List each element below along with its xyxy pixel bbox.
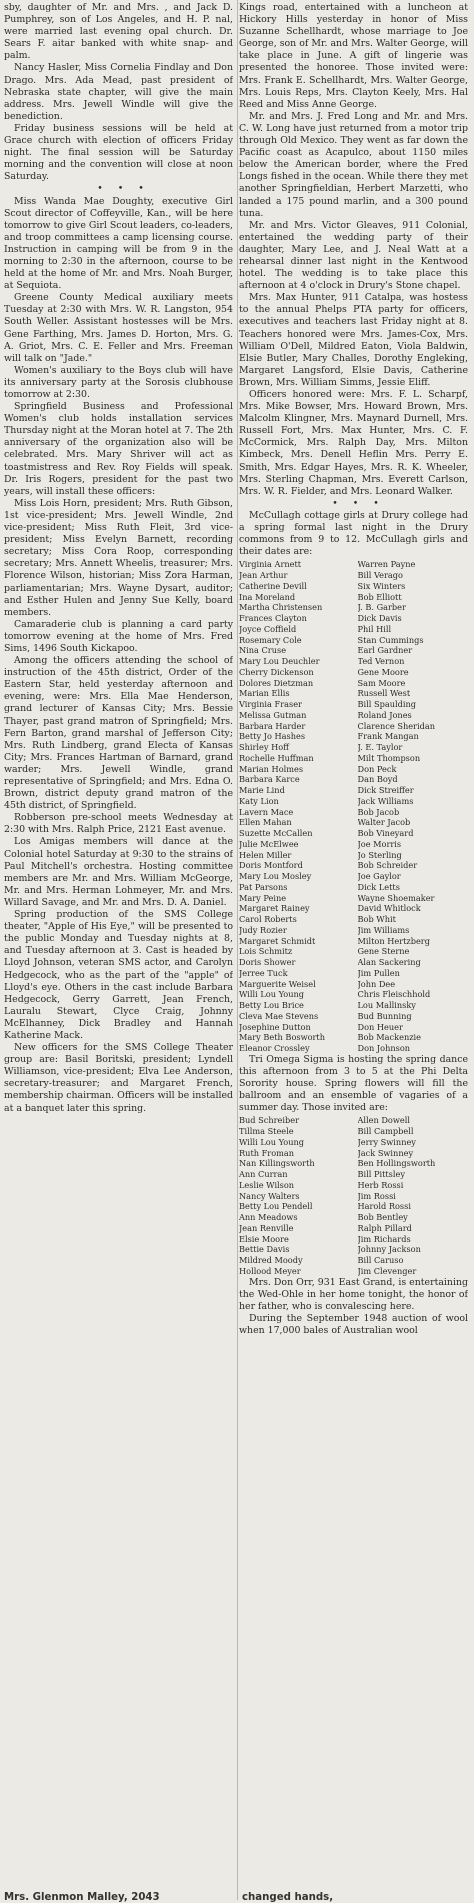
- guest-name: Willi Lou Young: [239, 1136, 304, 1147]
- article-paragraph: Kings road, entertained with a luncheon at Hickory Hills yesterday in honor of Miss Suzanne Schellhardt, whose marriage to Joe George, son of Mr. and Mrs. Walter George, will take place in June. A gift of lingerie was presented the honoree. Those invited were: Mrs. Frank E. Schellhardt, Mrs. Walter George, Mrs. Louis Reps, Mrs. Clayton Keely, Mrs. Hal Reed and Miss Anne George.: [239, 2, 468, 110]
- guest-name: Jim Rossi: [357, 1190, 396, 1201]
- guest-name: Martha Christensen: [239, 602, 323, 613]
- guest-name: Mary Peine: [239, 892, 287, 903]
- guest-name: Virginia Fraser: [239, 699, 302, 710]
- guest-name: Cleva Mae Stevens: [239, 1010, 319, 1021]
- guest-name: Bill Caruso: [357, 1255, 404, 1266]
- guest-name: Stan Cummings: [357, 634, 424, 645]
- guest-name: Lois Schmitz: [239, 946, 293, 957]
- guest-name: Bud Schreiber: [239, 1115, 299, 1126]
- guest-name: Jim Pullen: [357, 967, 400, 978]
- guest-name: Milt Thompson: [357, 752, 421, 763]
- guest-name: Bob Whit: [357, 914, 396, 925]
- guest-name: Gene Sterne: [357, 946, 410, 957]
- guest-name: Tillma Steele: [239, 1126, 294, 1137]
- guest-name: Nina Cruse: [239, 645, 287, 656]
- guest-name: Ann Curran: [239, 1169, 288, 1180]
- guest-name: Katy Lion: [239, 795, 279, 806]
- guest-name: Lavern Mace: [239, 806, 294, 817]
- guest-name: Doris Shower: [239, 957, 296, 968]
- article-paragraph: Among the officers attending the school of instruction of the 45th district, Order of the Eastern Star, held yesterday afternoon and evening, were: Mrs. Ella Mae Henderson, grand lecturer of Kansas City; Mrs. Bessie Thayer, past grand matron of Springfield; Mrs. Fern Barton, grand marshal of Jefferson City; Mrs. Ruth Lindberg, grand Electa of Kansas City; Mrs. Frances Hartman of Barnard, grand warder; Mrs. Jewell Windle, grand representative of Springfield; and Mrs. Edna O. Brown, district deputy grand matron of the 45th district, of Springfield.: [4, 655, 233, 812]
- article-paragraph: Robberson pre-school meets Wednesday at 2:30 with Mrs. Ralph Price, 2121 East avenue.: [4, 812, 233, 836]
- guest-name: Willi Lou Young: [239, 989, 304, 1000]
- guest-name: Leslie Wilson: [239, 1179, 295, 1190]
- guest-name: Betty Lou Brice: [239, 1000, 304, 1011]
- guest-name: Herb Rossi: [357, 1179, 404, 1190]
- guest-name: Jo Sterling: [357, 849, 402, 860]
- article-paragraph: Spring production of the SMS College theater, "Apple of His Eye," will be presented to the public Monday and Tuesday nights at 8, and Tuesday afternoon at 3. Cast is headed by Lloyd Johnson, veteran SMS actor, and Carolyn Hedgecock, who as the part of the "apple" of Lloyd's eye. Others in the cast include Barbara Hedgecock, Gerry Garrett, Jean French, Lauralu Stewart, Clyce Craig, Johnny McElhanney, Dick Bradley and Hannah Katherine Mack.: [4, 909, 233, 1041]
- guest-name: Allen Dowell: [357, 1115, 410, 1126]
- guest-name: Ann Meadows: [239, 1212, 298, 1223]
- guest-name: Bill Spaulding: [357, 699, 416, 710]
- guest-name: Doris Montford: [239, 860, 303, 871]
- guest-name: Lou Mallinsky: [357, 1000, 416, 1011]
- guest-name: Josephine Dutton: [239, 1021, 311, 1032]
- guest-name: Jean Renville: [239, 1222, 294, 1233]
- right-column: [239, 2, 468, 1900]
- guest-name: Chris Fleischhold: [357, 989, 431, 1000]
- footer-left-text: Mrs. Glenmon Malley, 2043: [4, 1892, 160, 1903]
- guest-name: Milton Hertzberg: [357, 935, 430, 946]
- guest-name: Bill Verago: [357, 570, 403, 581]
- guest-name: Don Heuer: [357, 1021, 403, 1032]
- section-separator: • • •: [97, 183, 150, 195]
- guest-name: Jack Williams: [357, 795, 414, 806]
- footer-right-text: changed hands,: [242, 1892, 334, 1903]
- guest-name: Hollood Meyer: [239, 1265, 301, 1276]
- guest-name: Barbara Harder: [239, 720, 306, 731]
- guest-name: Dick Letts: [357, 881, 400, 892]
- guest-name: Joe Morris: [357, 838, 402, 849]
- article-paragraph: Miss Wanda Mae Doughty, executive Girl Scout director of Coffeyville, Kan., will be here tomorrow to give Girl Scout leaders, co-leaders, and troop committees a camp licensing course. Instruction in camping will be from 9 in the morning to 2:30 in the afternoon, course to be held at the home of Mr. and Mrs. Noah Burger, at Sequiota.: [4, 195, 233, 292]
- guest-name: Don Johnson: [357, 1043, 411, 1054]
- guest-name: Rosemary Cole: [239, 634, 302, 645]
- article-paragraph: New officers for the SMS College Theater group are: Basil Boritski, president; Lyndell Williamson, vice-president; Elva Lee Anderson, secretary-treasurer; and Margaret French, membership chairman. Officers will be installed at a banquet later this spring.: [4, 1042, 233, 1114]
- column-divider: [237, 0, 238, 1900]
- guest-name: Ellen Mahan: [239, 817, 292, 828]
- article-paragraph: Tri Omega Sigma is hosting the spring dance this afternoon from 3 to 5 at the Phi Delta Sorority house. Spring flowers will fill the ballroom and an ensemble of vagaries of a summer day. Those invited are:: [239, 1053, 468, 1114]
- guest-name: Elsie Moore: [239, 1233, 289, 1244]
- guest-name: Wayne Shoemaker: [357, 892, 435, 903]
- guest-name: Margaret Rainey: [239, 903, 310, 914]
- article-paragraph: Mrs. Max Hunter, 911 Catalpa, was hostess to the annual Phelps PTA party for officers, executives and teachers last Friday night at 8. Teachers honored were Mrs. James-Cox, Mrs. William O'Dell, Mildred Eaton, Viola Baldwin, Elsie Butler, Mary Challes, Dorothy Engleking, Margaret Langsford, Elsie Davis, Catherine Brown, Mrs. William Simms, Jessie Eliff.: [239, 292, 468, 388]
- guest-name: Nan Killingsworth: [239, 1158, 315, 1169]
- guest-name: Frank Mangan: [357, 731, 419, 742]
- guest-name: Rochelle Huffman: [239, 752, 314, 763]
- guest-name: Nancy Walters: [239, 1190, 300, 1201]
- guest-name: Bill Campbell: [357, 1126, 414, 1137]
- guest-name: Harold Rossi: [357, 1201, 411, 1212]
- guest-name: David Whitlock: [357, 903, 421, 914]
- guest-name: Don Peck: [357, 763, 397, 774]
- section-separator: • • •: [332, 497, 385, 509]
- guest-name: Johnny Jackson: [357, 1244, 421, 1255]
- guest-name: Jack Swinney: [357, 1147, 414, 1158]
- guest-name: Marguerite Weisel: [239, 978, 316, 989]
- guest-name: Pat Parsons: [239, 881, 288, 892]
- guest-name: Marian Holmes: [239, 763, 304, 774]
- guest-name: Clarence Sheridan: [357, 720, 435, 731]
- guest-name: Virginia Arnett: [239, 559, 302, 570]
- article-paragraph: Officers honored were: Mrs. F. L. Scharpf, Mrs. Mike Bowser, Mrs. Howard Brown, Mrs. Malcolm Klingner, Mrs. Maynard Durnell, Mrs. Russell Fort, Mrs. Max Hunter, Mrs. C. F. McCormick, Mrs. Ralph Day, Mrs. Milton Kimbeck, Mrs. Denell Heflin Mrs. Perry E. Smith, Mrs. Edgar Hayes, Mrs. R. K. Wheeler, Mrs. Sterling Chapman, Mrs. Everett Carlson, Mrs. W. R. Fielder, and Mrs. Leonard Walker.: [239, 389, 468, 497]
- guest-name: Walter Jacob: [357, 817, 411, 828]
- guest-name: Jim Williams: [357, 924, 410, 935]
- guest-name: Frances Clayton: [239, 613, 307, 624]
- guest-name: Roland Jones: [357, 709, 412, 720]
- article-paragraph: Miss Lois Horn, president; Mrs. Ruth Gibson, 1st vice-president; Mrs. Jewell Windle, 2nd vice-president; Miss Ruth Fleit, 3rd vice-president; Miss Evelyn Barnett, recording secretary; Miss Cora Roop, corresponding secretary; Mrs. Annett Wheelis, treasurer; Mrs. Florence Wilson, historian; Miss Zora Harman, parliamentarian; Mrs. Wayne Dysart, auditor; and Esther Hulen and Jenny Sue Kelly, board members.: [4, 497, 233, 618]
- guest-name: Ralph Pillard: [357, 1222, 412, 1233]
- guest-name: Gene Moore: [357, 666, 409, 677]
- left-column: [4, 2, 233, 1900]
- guest-name: Jerree Tuck: [239, 967, 288, 978]
- article-paragraph: During the September 1948 auction of wool when 17,000 bales of Australian wool: [239, 1312, 468, 1336]
- guest-name: Marian Ellis: [239, 688, 290, 699]
- article-paragraph: Women's auxiliary to the Boys club will have its anniversary party at the Sorosis clubhouse tomorrow at 2:30.: [4, 364, 233, 400]
- guest-name: Bettie Davis: [239, 1244, 290, 1255]
- article-paragraph: Nancy Hasler, Miss Cornelia Findlay and Don Drago. Mrs. Ada Mead, past president of Nebraska state chapter, will give the main address. Mrs. Jewell Windle will give the benediction.: [4, 62, 233, 122]
- article-paragraph: Springfield Business and Professional Women's club holds installation services Thursday night at the Moran hotel at 7. The 2th anniversary of the organization also will be celebrated. Mrs. Mary Shriver will act as toastmistress and Rev. Roy Fields will speak. Dr. Iris Rogers, president for the past two years, will install these officers:: [4, 401, 233, 497]
- guest-name: Jean Arthur: [239, 570, 288, 581]
- guest-name: Ben Hollingsworth: [357, 1158, 436, 1169]
- guest-name: Margaret Schmidt: [239, 935, 316, 946]
- guest-name: Bob Schreider: [357, 860, 418, 871]
- guest-name: Six Winters: [357, 580, 406, 591]
- article-paragraph: McCullagh cottage girls at Drury college had a spring formal last night in the Drury commons from 9 to 12. McCullagh girls and their dates are:: [239, 509, 468, 558]
- article-paragraph: Mr. and Mrs. J. Fred Long and Mr. and Mrs. C. W. Long have just returned from a motor trip through Old Mexico. They went as far down the Pacific coast as Acapulco, about 1150 miles below the American border, where the Fred Longs fished in the ocean. While there they met another Springfieldian, Herbert Marzetti, who landed a 175 pound marlin, and a 300 pound tuna.: [239, 110, 468, 219]
- article-paragraph: Mrs. Don Orr, 931 East Grand, is entertaining the Wed-Ohle in her home tonight, the honor of her father, who is convalescing here.: [239, 1276, 468, 1312]
- guest-name: Bob Mackenzie: [357, 1032, 421, 1043]
- guest-name: Bill Pittsley: [357, 1169, 405, 1180]
- guest-name: Sam Moore: [357, 677, 406, 688]
- guest-name: Ina Moreland: [239, 591, 296, 602]
- guest-name: Mary Beth Bosworth: [239, 1032, 325, 1043]
- guest-name: Ruth Froman: [239, 1147, 295, 1158]
- article-paragraph: Los Amigas members will dance at the Colonial hotel Saturday at 9:30 to the strains of Paul Mitchell's orchestra. Hosting committee members are Mr. and Mrs. William McGeorge, Mr. and Mrs. Herman Lohmeyer, Mr. and Mrs. Willard Savage, and Mr. and Mrs. D. A. Daniel.: [4, 836, 233, 908]
- guest-name: John Dee: [357, 978, 396, 989]
- guest-name: Bob Jacob: [357, 806, 400, 817]
- guest-name: Betty Lou Pendell: [239, 1201, 313, 1212]
- article-paragraph: sby, daughter of Mr. and Mrs. , and Jack D. Pumphrey, son of Los Angeles, and H. P. nal, were married last evening opal church. Dr. Sears F. aitar banked with white snap- and palm.: [4, 2, 233, 62]
- guest-name: Mildred Moody: [239, 1255, 303, 1266]
- guest-name: Marie Lind: [239, 785, 285, 796]
- guest-name: Earl Gardner: [357, 645, 413, 656]
- guest-name: Ted Vernon: [357, 656, 405, 667]
- guest-name: Jim Clevenger: [357, 1265, 417, 1276]
- guest-name: Phil Hill: [357, 623, 392, 634]
- guest-name: Joyce Coffield: [239, 623, 297, 634]
- guest-list: [239, 1115, 468, 1276]
- guest-name: Bud Bunning: [357, 1010, 412, 1021]
- guest-name: Russell West: [357, 688, 411, 699]
- guest-name: Warren Payne: [357, 559, 416, 570]
- guest-name: Helen Miller: [239, 849, 292, 860]
- guest-name: Mary Lou Mosley: [239, 871, 312, 882]
- guest-name: Bob Bentley: [357, 1212, 408, 1223]
- guest-name: Alan Sackering: [357, 957, 421, 968]
- guest-list: [239, 559, 468, 1054]
- guest-name: Suzette McCallen: [239, 828, 313, 839]
- guest-name: Cherry Dickenson: [239, 666, 314, 677]
- guest-name: Barbara Karce: [239, 774, 300, 785]
- article-paragraph: Friday business sessions will be held at Grace church with election of officers Friday night. The final session will be Saturday morning and the convention will close at noon Saturday.: [4, 122, 233, 183]
- guest-name: Dolores Dietzman: [239, 677, 314, 688]
- guest-name: Eleanor Crossley: [239, 1043, 310, 1054]
- guest-name: Jim Richards: [357, 1233, 411, 1244]
- guest-name: Joe Gaylor: [357, 871, 401, 882]
- article-paragraph: Camaraderie club is planning a card party tomorrow evening at the home of Mrs. Fred Sims, 1496 South Kickapoo.: [4, 618, 233, 654]
- article-paragraph: Greene County Medical auxiliary meets Tuesday at 2:30 with Mrs. W. R. Langston, 954 South Weller. Assistant hostesses will be Mrs. Gene Farthing, Mrs. James D. Horton, Mrs. G. A. Griot, Mrs. C. E. Feller and Mrs. Freeman will talk on "Jade.": [4, 292, 233, 364]
- guest-name: Dick Davis: [357, 613, 402, 624]
- article-paragraph: Mr. and Mrs. Victor Gleaves, 911 Colonial, entertained the wedding party of their daughter, Mary Lee, and J. Neal Watt at a rehearsal dinner last night in the Kentwood hotel. The wedding is to take place this afternoon at 4 o'clock in Drury's Stone chapel.: [239, 219, 468, 292]
- guest-name: Bob Vineyard: [357, 828, 414, 839]
- guest-name: Shirley Hoff: [239, 742, 289, 753]
- guest-name: Judy Rozier: [239, 924, 287, 935]
- guest-name: Bob Elliott: [357, 591, 402, 602]
- guest-name: Betty Jo Hashes: [239, 731, 306, 742]
- guest-name: Julie McElwee: [239, 838, 299, 849]
- guest-name: Dick Streiffer: [357, 785, 414, 796]
- guest-name: Carol Roberts: [239, 914, 297, 925]
- guest-name: Dan Boyd: [357, 774, 398, 785]
- guest-name: Mary Lou Deuchler: [239, 656, 320, 667]
- guest-name: Catherine Devill: [239, 580, 307, 591]
- guest-name: Jerry Swinney: [357, 1136, 416, 1147]
- guest-name: J. B. Garber: [357, 602, 406, 613]
- guest-name: J. E. Taylor: [357, 742, 403, 753]
- guest-name: Melissa Gutman: [239, 709, 307, 720]
